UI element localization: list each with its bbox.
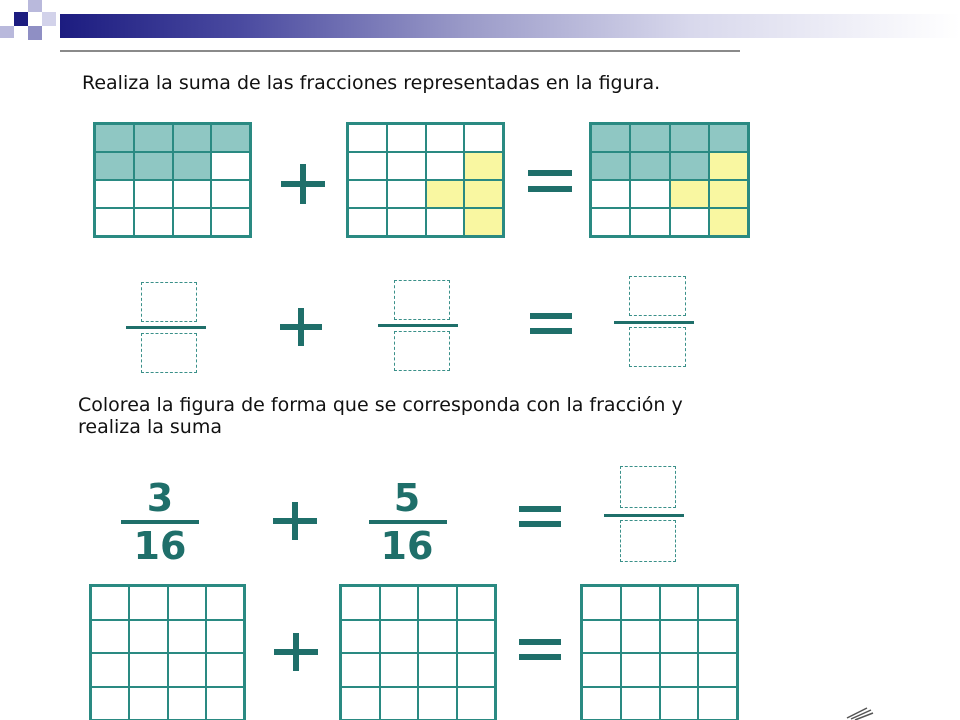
equals-sign xyxy=(530,311,572,337)
grid-cell[interactable] xyxy=(457,653,496,687)
grid-cell[interactable] xyxy=(129,653,167,687)
grid-cell xyxy=(173,124,212,152)
fraction-numerator: 3 xyxy=(146,476,174,520)
grid-cell[interactable] xyxy=(582,687,621,720)
grid-cell xyxy=(387,208,426,236)
grid-cell[interactable] xyxy=(582,620,621,654)
header-square-light xyxy=(42,12,56,26)
grid-cell xyxy=(709,152,748,180)
plus-sign xyxy=(273,502,317,540)
fraction-bar xyxy=(378,324,458,327)
grid-cell xyxy=(348,124,387,152)
fraction-bar xyxy=(614,321,694,324)
grid-cell xyxy=(95,208,134,236)
grid-cell xyxy=(591,152,630,180)
grid-cell xyxy=(670,208,709,236)
grid-cell[interactable] xyxy=(168,586,206,620)
grid-cell[interactable] xyxy=(660,653,699,687)
equals-sign xyxy=(528,168,572,196)
grid-cell xyxy=(670,124,709,152)
grid-cell[interactable] xyxy=(418,653,457,687)
grid-cell[interactable] xyxy=(621,620,660,654)
grid-cell xyxy=(591,124,630,152)
numerator-box[interactable] xyxy=(141,282,197,322)
grid-cell[interactable] xyxy=(457,620,496,654)
grid-cell[interactable] xyxy=(91,653,129,687)
plus-sign xyxy=(281,164,325,204)
grid-cell xyxy=(591,208,630,236)
grid-cell xyxy=(670,180,709,208)
coloring-grid-first[interactable] xyxy=(89,584,246,720)
grid-cell xyxy=(211,180,250,208)
grid-cell xyxy=(348,180,387,208)
header-square-light xyxy=(0,26,14,38)
slide-header xyxy=(0,0,960,60)
corner-curl-mark xyxy=(845,706,875,720)
grid-cell[interactable] xyxy=(380,653,419,687)
grid-cell xyxy=(387,180,426,208)
grid-cell[interactable] xyxy=(206,620,244,654)
grid-cell xyxy=(134,180,173,208)
grid-cell[interactable] xyxy=(621,687,660,720)
plus-sign xyxy=(280,308,322,346)
grid-cell[interactable] xyxy=(206,687,244,720)
grid-cell xyxy=(426,180,465,208)
denominator-box[interactable] xyxy=(629,327,686,367)
grid-cell xyxy=(348,208,387,236)
grid-cell xyxy=(464,208,503,236)
grid-cell xyxy=(173,152,212,180)
instruction-text-1: Realiza la suma de las fracciones representadas en la figura. xyxy=(82,72,661,94)
grid-cell xyxy=(387,152,426,180)
grid-cell xyxy=(630,152,669,180)
grid-cell[interactable] xyxy=(129,620,167,654)
fraction-grid-first xyxy=(93,122,252,238)
grid-cell xyxy=(670,152,709,180)
header-gradient-band xyxy=(60,14,960,38)
header-square-mid xyxy=(28,26,42,40)
grid-cell[interactable] xyxy=(168,620,206,654)
grid-cell[interactable] xyxy=(418,687,457,720)
grid-cell[interactable] xyxy=(457,687,496,720)
numerator-box[interactable] xyxy=(620,466,676,508)
grid-cell xyxy=(709,180,748,208)
fraction-denominator: 16 xyxy=(380,524,434,568)
grid-cell[interactable] xyxy=(418,586,457,620)
numerator-box[interactable] xyxy=(629,276,686,316)
plus-sign xyxy=(274,633,318,671)
grid-cell[interactable] xyxy=(341,620,380,654)
grid-cell[interactable] xyxy=(660,687,699,720)
grid-cell[interactable] xyxy=(698,687,737,720)
header-square-dark xyxy=(14,12,28,26)
grid-cell[interactable] xyxy=(341,687,380,720)
grid-cell[interactable] xyxy=(698,586,737,620)
grid-cell xyxy=(426,124,465,152)
equals-sign xyxy=(519,504,561,530)
grid-cell xyxy=(591,180,630,208)
denominator-box[interactable] xyxy=(394,331,450,371)
grid-cell xyxy=(95,124,134,152)
grid-cell xyxy=(464,124,503,152)
grid-cell[interactable] xyxy=(380,620,419,654)
grid-cell[interactable] xyxy=(129,687,167,720)
grid-cell[interactable] xyxy=(341,586,380,620)
grid-cell[interactable] xyxy=(206,586,244,620)
grid-cell[interactable] xyxy=(380,687,419,720)
grid-cell xyxy=(348,152,387,180)
grid-cell[interactable] xyxy=(168,653,206,687)
grid-cell xyxy=(630,180,669,208)
fraction-bar xyxy=(604,514,684,517)
grid-cell xyxy=(426,152,465,180)
grid-cell[interactable] xyxy=(91,586,129,620)
grid-cell[interactable] xyxy=(698,620,737,654)
grid-cell xyxy=(173,208,212,236)
fraction-grid-second xyxy=(346,122,505,238)
denominator-box[interactable] xyxy=(620,520,676,562)
grid-cell xyxy=(211,124,250,152)
grid-cell xyxy=(173,180,212,208)
grid-cell[interactable] xyxy=(418,620,457,654)
instruction-text-2: Colorea la figura de forma que se corresponda con la fracción y realiza la suma xyxy=(78,394,683,438)
grid-cell[interactable] xyxy=(380,586,419,620)
grid-cell[interactable] xyxy=(457,586,496,620)
grid-cell xyxy=(464,180,503,208)
grid-cell xyxy=(630,124,669,152)
grid-cell xyxy=(95,180,134,208)
grid-cell[interactable] xyxy=(168,687,206,720)
header-divider xyxy=(60,50,740,52)
grid-cell[interactable] xyxy=(582,653,621,687)
grid-cell[interactable] xyxy=(698,653,737,687)
grid-cell[interactable] xyxy=(91,687,129,720)
grid-cell[interactable] xyxy=(206,653,244,687)
numerator-box[interactable] xyxy=(394,280,450,320)
grid-cell xyxy=(426,208,465,236)
fraction-denominator: 16 xyxy=(133,524,187,568)
grid-cell xyxy=(464,152,503,180)
grid-cell[interactable] xyxy=(91,620,129,654)
grid-cell xyxy=(211,152,250,180)
grid-cell[interactable] xyxy=(660,620,699,654)
fraction-bar xyxy=(126,326,206,329)
coloring-grid-second[interactable] xyxy=(339,584,497,720)
grid-cell xyxy=(134,124,173,152)
fraction-grid-result xyxy=(589,122,750,238)
grid-cell[interactable] xyxy=(660,586,699,620)
grid-cell xyxy=(95,152,134,180)
grid-cell xyxy=(134,152,173,180)
denominator-box[interactable] xyxy=(141,333,197,373)
grid-cell[interactable] xyxy=(621,653,660,687)
grid-cell[interactable] xyxy=(582,586,621,620)
header-square-light xyxy=(28,0,42,12)
fraction-numerator: 5 xyxy=(393,476,421,520)
grid-cell[interactable] xyxy=(621,586,660,620)
grid-cell xyxy=(709,208,748,236)
grid-cell[interactable] xyxy=(129,586,167,620)
grid-cell xyxy=(211,208,250,236)
grid-cell xyxy=(134,208,173,236)
grid-cell xyxy=(709,124,748,152)
equals-sign xyxy=(519,637,561,663)
grid-cell[interactable] xyxy=(341,653,380,687)
coloring-grid-result[interactable] xyxy=(580,584,739,720)
grid-cell xyxy=(630,208,669,236)
grid-cell xyxy=(387,124,426,152)
